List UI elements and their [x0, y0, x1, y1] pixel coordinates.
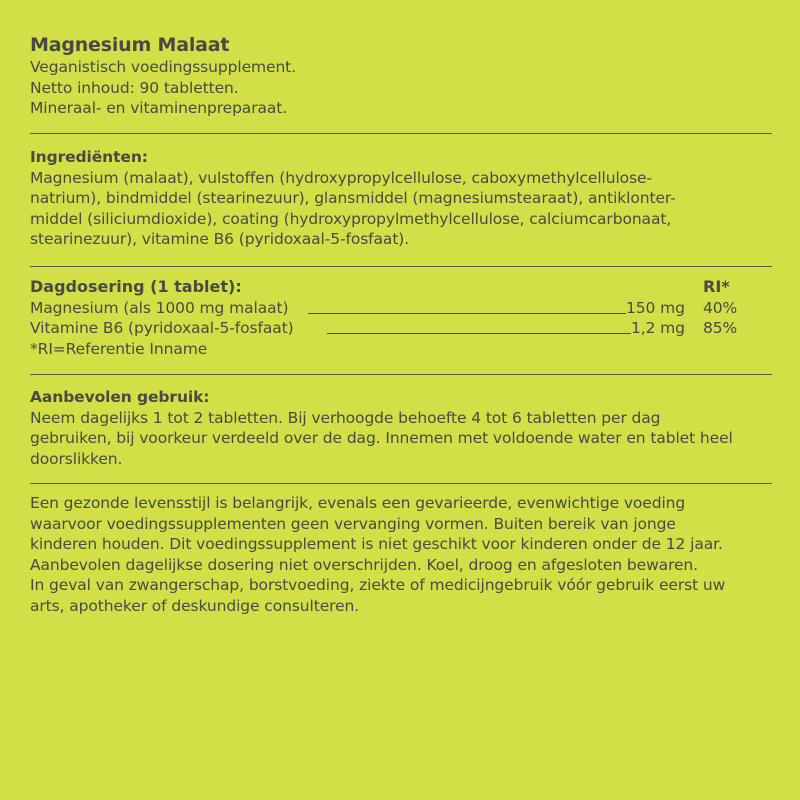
dosage-nutrient: Vitamine B6 (pyridoxaal-5-fosfaat) [30, 319, 294, 337]
warning-line: kinderen houden. Dit voedingssupplement is niet geschikt voor kinderen onder de 12 jaar. [30, 535, 723, 553]
warning-line: In geval van zwangerschap, borstvoeding, ziekte of medicijngebruik vóór gebruik eerst uw [30, 576, 726, 594]
usage-line: gebruiken, bij voorkeur verdeeld over de dag. Innemen met voldoende water en tablet heel [30, 429, 733, 447]
divider [30, 374, 772, 375]
product-section [30, 33, 772, 119]
product-line: Veganistisch voedingssupplement. [30, 58, 296, 76]
usage-line: Neem dagelijks 1 tot 2 tabletten. Bij verhoogde behoefte 4 tot 6 tabletten per dag [30, 408, 661, 427]
warning-line: arts, apotheker of deskundige consulteren. [30, 596, 360, 615]
dosage-nutrient: Magnesium (als 1000 mg malaat) [30, 298, 289, 317]
product-line: Netto inhoud: 90 tabletten. [30, 78, 239, 97]
ingredients-line: Magnesium (malaat), vulstoffen (hydroxypropylcellulose, caboxymethylcellulose- [30, 168, 652, 187]
dosage-amount: 150 mg [626, 298, 685, 317]
warning-line: waarvoor voedingssupplementen geen vervanging vormen. Buiten bereik van jonge [30, 514, 676, 533]
usage-line: doorslikken. [30, 449, 123, 468]
dosage-header-row [30, 277, 772, 298]
usage-heading: Aanbevolen gebruik: [30, 388, 210, 406]
dosage-ri: 85% [703, 319, 738, 337]
warning-line: Aanbevolen dagelijkse dosering niet overschrijden. Koel, droog en afgesloten bewaren. [30, 555, 698, 574]
leader-line [327, 333, 631, 334]
ingredients-heading: Ingrediënten: [30, 148, 148, 166]
ri-header: RI* [703, 277, 730, 296]
ingredients-section [30, 147, 772, 250]
dosage-amount: 1,2 mg [631, 319, 685, 337]
ingredients-line: middel (siliciumdioxide), coating (hydroxypropylmethylcellulose, calciumcarbonaat, [30, 209, 672, 228]
dosage-section [30, 277, 772, 359]
product-title: Magnesium Malaat [30, 34, 230, 56]
leader-line [308, 313, 626, 314]
dosage-footnote: *RI=Referentie Inname [30, 339, 208, 358]
dosage-heading: Dagdosering (1 tablet): [30, 277, 242, 296]
ingredients-line: stearinezuur), vitamine B6 (pyridoxaal-5-fosfaat). [30, 230, 410, 248]
divider [30, 133, 772, 134]
dosage-row [30, 318, 772, 339]
dosage-ri: 40% [703, 298, 738, 317]
warnings-section [30, 493, 772, 616]
product-line: Mineraal- en vitaminenpreparaat. [30, 99, 288, 117]
ingredients-line: natrium), bindmiddel (stearinezuur), glansmiddel (magnesiumstearaat), antiklonter- [30, 189, 676, 207]
dosage-row [30, 298, 772, 319]
divider [30, 483, 772, 484]
warning-line: Een gezonde levensstijl is belangrijk, evenals een gevarieerde, evenwichtige voeding [30, 494, 686, 512]
divider [30, 266, 772, 267]
usage-section [30, 387, 772, 469]
